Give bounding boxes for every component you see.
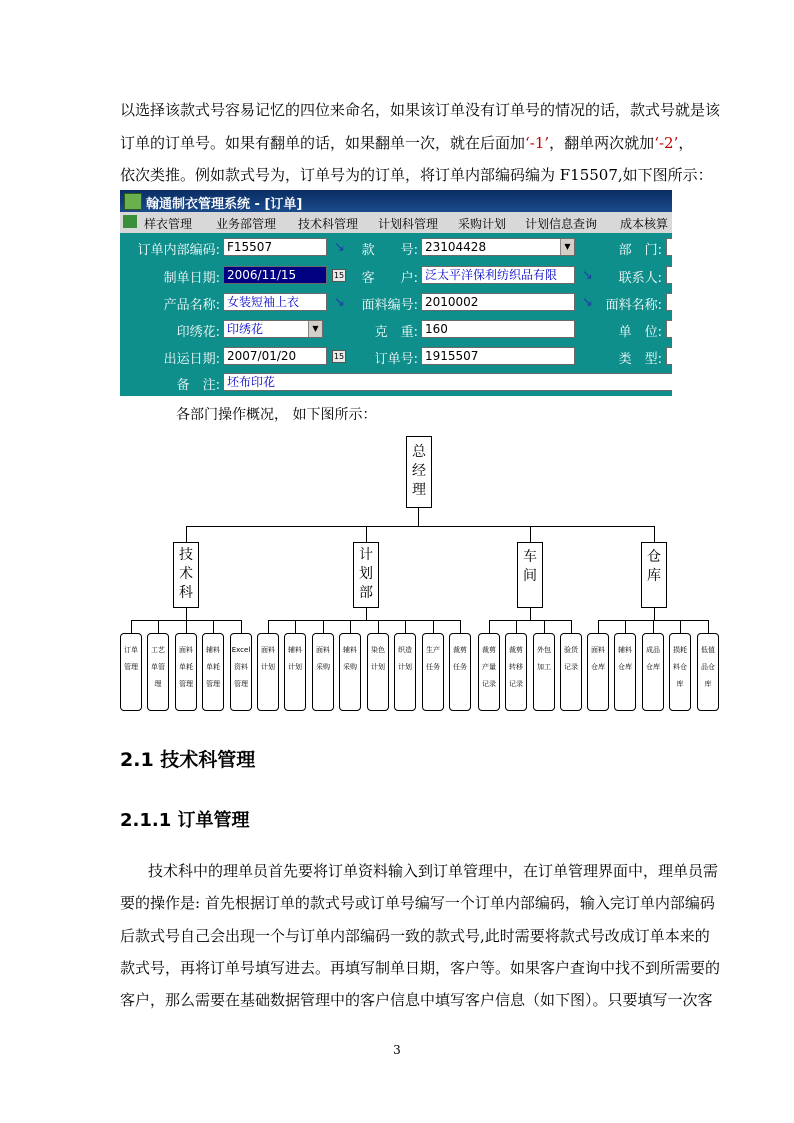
connector (530, 608, 531, 620)
leaf-label: 计划 (261, 663, 275, 671)
leaf-label: 损耗 (673, 646, 687, 654)
leaf-label: 单耗 (179, 663, 193, 671)
order-code-label: 订单内部编码: (137, 243, 220, 258)
leaf-label: 低值 (701, 646, 715, 654)
calendar-icon[interactable]: 15 (333, 271, 345, 280)
dept-char: 仓 (647, 549, 661, 565)
leaf-label: 辅料 (288, 646, 302, 654)
leaf-label: 任务 (426, 663, 440, 671)
leaf-box (478, 633, 500, 711)
connector (544, 620, 545, 633)
connector (530, 526, 531, 542)
dept-char: 划 (359, 566, 373, 582)
leaf-label: 成品 (646, 646, 660, 654)
contact-input[interactable] (666, 266, 672, 284)
dept-char: 计 (359, 547, 373, 563)
menu-tech[interactable]: 技术科管理 (298, 217, 359, 231)
order-no-label: 订单号: (374, 352, 418, 367)
window-title: 翰通制衣管理系统 - [订单] (146, 197, 303, 212)
section-heading: 2.1 技术科管理 (120, 749, 256, 771)
contact-label: 联系人: (618, 271, 662, 286)
connector (323, 620, 324, 633)
leaf-label: 记录 (564, 663, 578, 671)
body-line-1: 技术科中的理单员首先要将订单资料输入到订单管理中，在订单管理界面中，理单员需 (148, 862, 719, 880)
org-root-box (406, 436, 432, 508)
connector (350, 620, 351, 633)
intro-line-3: 依次类推。例如款式号为，订单号为的订单，将订单内部编码编为 F15507,如下图所示： (120, 166, 713, 184)
leaf-label: 辅料 (618, 646, 632, 654)
fabric-name-input[interactable] (666, 293, 672, 311)
lookup-arrow-icon[interactable]: ↘ (582, 295, 593, 310)
lookup-arrow-icon[interactable]: ↘ (582, 268, 593, 283)
leaf-label: 管理 (179, 680, 193, 688)
leaf-label: 管理 (124, 663, 138, 671)
leaf-box (642, 633, 664, 711)
menu-cost[interactable]: 成本核算 (620, 217, 669, 231)
connector (680, 620, 681, 633)
leaf-box (120, 633, 142, 711)
leaf-label: 加工 (537, 663, 551, 671)
unit-input[interactable] (666, 320, 672, 338)
leaf-label: 织造 (398, 646, 412, 654)
leaf-label: 辅料 (206, 646, 220, 654)
leaf-label: 外包 (537, 646, 551, 654)
leaf-label: 裁剪 (453, 646, 467, 654)
leaf-box (587, 633, 609, 711)
leaf-box (449, 633, 471, 711)
leaf-label: 面料 (179, 646, 193, 654)
leaf-box (367, 633, 389, 711)
org-root-char: 经 (412, 463, 426, 479)
leaf-label: 仓库 (591, 663, 605, 671)
style-value: 23104428 (425, 240, 487, 254)
dept-input[interactable] (666, 238, 672, 256)
connector (653, 620, 654, 633)
connector (516, 620, 517, 633)
body-line-5: 客户，那么需要在基础数据管理中的客户信息中填写客户信息（如下图）。只要填写一次客 (120, 991, 713, 1009)
connector (268, 620, 269, 633)
customer-input[interactable]: 泛太平洋保利纺织品有限 (421, 266, 575, 284)
leaf-box (175, 633, 197, 711)
menu-doc-icon (123, 215, 137, 228)
page-number: 3 (393, 1043, 401, 1057)
suffix-1: ‘-1’ (525, 134, 550, 152)
dept-box-tech (173, 542, 199, 608)
leaf-label: 面料 (316, 646, 330, 654)
chevron-down-icon[interactable]: ▼ (560, 239, 574, 255)
fabric-code-label: 面料编号: (361, 298, 418, 313)
connector (186, 526, 654, 527)
intro-line-2 (120, 133, 693, 153)
leaf-box (560, 633, 582, 711)
connector (418, 508, 419, 526)
connector (366, 526, 367, 542)
leaf-label: 计划 (288, 663, 302, 671)
leaf-label: 面料 (261, 646, 275, 654)
type-label: 类 型: (618, 352, 662, 367)
leaf-box (284, 633, 306, 711)
leaf-label: 订单 (124, 646, 138, 654)
leaf-label: 转移 (509, 663, 523, 671)
print-label: 印绣花: (176, 325, 220, 340)
leaf-label: 采购 (316, 663, 330, 671)
leaf-label: 辅料 (343, 646, 357, 654)
weight-input[interactable]: 160 (421, 320, 575, 338)
connector (378, 620, 379, 633)
dept-char: 库 (647, 568, 661, 584)
connector (625, 620, 626, 633)
intro-line-2-mid: ，翻单两次就加 (549, 134, 655, 152)
app-icon (124, 193, 142, 210)
connector (654, 526, 655, 542)
ship-date-input[interactable]: 2007/01/20 (223, 347, 327, 365)
leaf-box (505, 633, 527, 711)
leaf-box (697, 633, 719, 711)
date-label: 制单日期: (163, 271, 220, 286)
menu-purchase[interactable]: 采购计划 (458, 217, 507, 231)
connector (489, 620, 571, 621)
connector (405, 620, 406, 633)
leaf-label: 资料 (234, 663, 248, 671)
leaf-label: 验货 (564, 646, 578, 654)
connector (598, 620, 599, 633)
connector (571, 620, 572, 633)
connector (708, 620, 709, 633)
style-select[interactable] (421, 238, 575, 256)
connector (186, 526, 187, 542)
leaf-label: 料仓 (673, 663, 687, 671)
leaf-label: 管理 (206, 680, 220, 688)
product-label: 产品名称: (163, 298, 220, 313)
leaf-label: 计划 (398, 663, 412, 671)
print-select[interactable] (223, 320, 323, 338)
leaf-label: 管理 (234, 680, 248, 688)
customer-label: 客 户: (361, 271, 418, 286)
org-root-char: 总 (412, 444, 426, 460)
leaf-box (202, 633, 224, 711)
leaf-box (669, 633, 691, 711)
leaf-label: 单耗 (206, 663, 220, 671)
connector (213, 620, 214, 633)
leaf-label: 裁剪 (482, 646, 496, 654)
dept-label: 部 门: (618, 243, 662, 258)
dept-char: 技 (179, 547, 193, 563)
fabric-code-input[interactable]: 2010002 (421, 293, 575, 311)
leaf-label: 单管 (151, 663, 165, 671)
suffix-2: ‘-2’ (654, 134, 679, 152)
leaf-label: 理 (154, 680, 162, 688)
menu-plan-query[interactable]: 计划信息查询 (525, 217, 598, 231)
intro-line-2-end: ， (678, 134, 694, 152)
leaf-box (339, 633, 361, 711)
order-no-input[interactable]: 1915507 (421, 347, 575, 365)
leaf-box (614, 633, 636, 711)
lookup-arrow-icon[interactable]: ↘ (334, 295, 345, 310)
menu-bar (120, 212, 672, 233)
intro-line-2-text: 订单的订单号。如果有翻单的话，如果翻单一次，就在后面加 (120, 134, 526, 152)
connector (186, 620, 187, 633)
dept-char: 间 (523, 568, 537, 584)
leaf-label: 工艺 (151, 646, 165, 654)
connector (241, 620, 242, 633)
connector (433, 620, 434, 633)
menu-sample[interactable]: 样衣管理 (144, 217, 193, 231)
style-label: 款 号: (361, 243, 418, 258)
title-bar (120, 190, 672, 212)
leaf-label: 计划 (371, 663, 385, 671)
dept-box-warehouse (641, 542, 667, 608)
leaf-box (533, 633, 555, 711)
connector (489, 620, 490, 633)
dept-char: 科 (179, 585, 193, 601)
connector (295, 620, 296, 633)
connector (366, 608, 367, 620)
dept-char: 术 (179, 566, 193, 582)
leaf-label: 产量 (482, 663, 496, 671)
calendar-icon[interactable]: 15 (333, 352, 345, 361)
dept-char: 部 (359, 585, 373, 601)
note-input[interactable]: 坯布印花 (223, 373, 672, 391)
leaf-label: 库 (676, 680, 684, 688)
ship-label: 出运日期: (163, 352, 220, 367)
leaf-label: 采购 (343, 663, 357, 671)
note-label: 备 注: (176, 378, 220, 393)
connector (158, 620, 159, 633)
org-root-char: 理 (412, 482, 426, 498)
leaf-label: 面料 (591, 646, 605, 654)
connector (186, 608, 187, 620)
unit-label: 单 位: (618, 325, 662, 340)
dept-char: 车 (523, 549, 537, 565)
org-caption: 各部门操作概况， 如下图所示： (176, 407, 377, 423)
leaf-label: 仓库 (646, 663, 660, 671)
connector (268, 620, 460, 621)
body-line-2: 要的操作是: 首先根据订单的款式号或订单号编写一个订单内部编码，输入完订单内部编码 (120, 894, 715, 912)
leaf-box (257, 633, 279, 711)
body-line-3: 后款式号自己会出现一个与订单内部编码一致的款式号,此时需要将款式号改成订单本来的 (120, 927, 710, 945)
print-value: 印绣花 (227, 322, 264, 336)
order-window (120, 190, 672, 396)
connector (131, 620, 132, 633)
leaf-box (422, 633, 444, 711)
leaf-label: 仓库 (618, 663, 632, 671)
leaf-box (230, 633, 252, 711)
connector (460, 620, 461, 633)
leaf-label: 任务 (453, 663, 467, 671)
leaf-box (312, 633, 334, 711)
body-line-4: 款式号，再将订单号填写进去。再填写制单日期，客户等。如果客户查询中找不到所需要的 (120, 959, 721, 977)
leaf-label: Excel (231, 646, 251, 654)
leaf-label: 库 (704, 680, 712, 688)
product-input[interactable]: 女装短袖上衣 (223, 293, 327, 311)
order-code-input[interactable]: F15507 (223, 238, 327, 256)
fabric-name-label: 面料名称: (605, 298, 662, 313)
weight-label: 克 重: (374, 325, 418, 340)
leaf-box (147, 633, 169, 711)
leaf-box (394, 633, 416, 711)
dept-box-plan (353, 542, 379, 608)
intro-line-1: 以选择该款式号容易记忆的四位来命名，如果该订单没有订单号的情况的话，款式号就是该 (120, 101, 721, 119)
menu-plan[interactable]: 计划科管理 (378, 217, 439, 231)
leaf-label: 品仓 (701, 663, 715, 671)
leaf-label: 记录 (482, 680, 496, 688)
connector (654, 608, 655, 620)
leaf-label: 染色 (371, 646, 385, 654)
leaf-label: 生产 (426, 646, 440, 654)
subsection-heading: 2.1.1 订单管理 (120, 810, 250, 831)
date-input[interactable]: 2006/11/15 (223, 266, 327, 284)
dept-box-workshop (517, 542, 543, 608)
leaf-label: 记录 (509, 680, 523, 688)
lookup-arrow-icon[interactable]: ↘ (334, 240, 345, 255)
type-input[interactable] (666, 347, 672, 365)
leaf-label: 裁剪 (509, 646, 523, 654)
chevron-down-icon[interactable]: ▼ (308, 321, 322, 337)
menu-business[interactable]: 业务部管理 (216, 217, 277, 231)
